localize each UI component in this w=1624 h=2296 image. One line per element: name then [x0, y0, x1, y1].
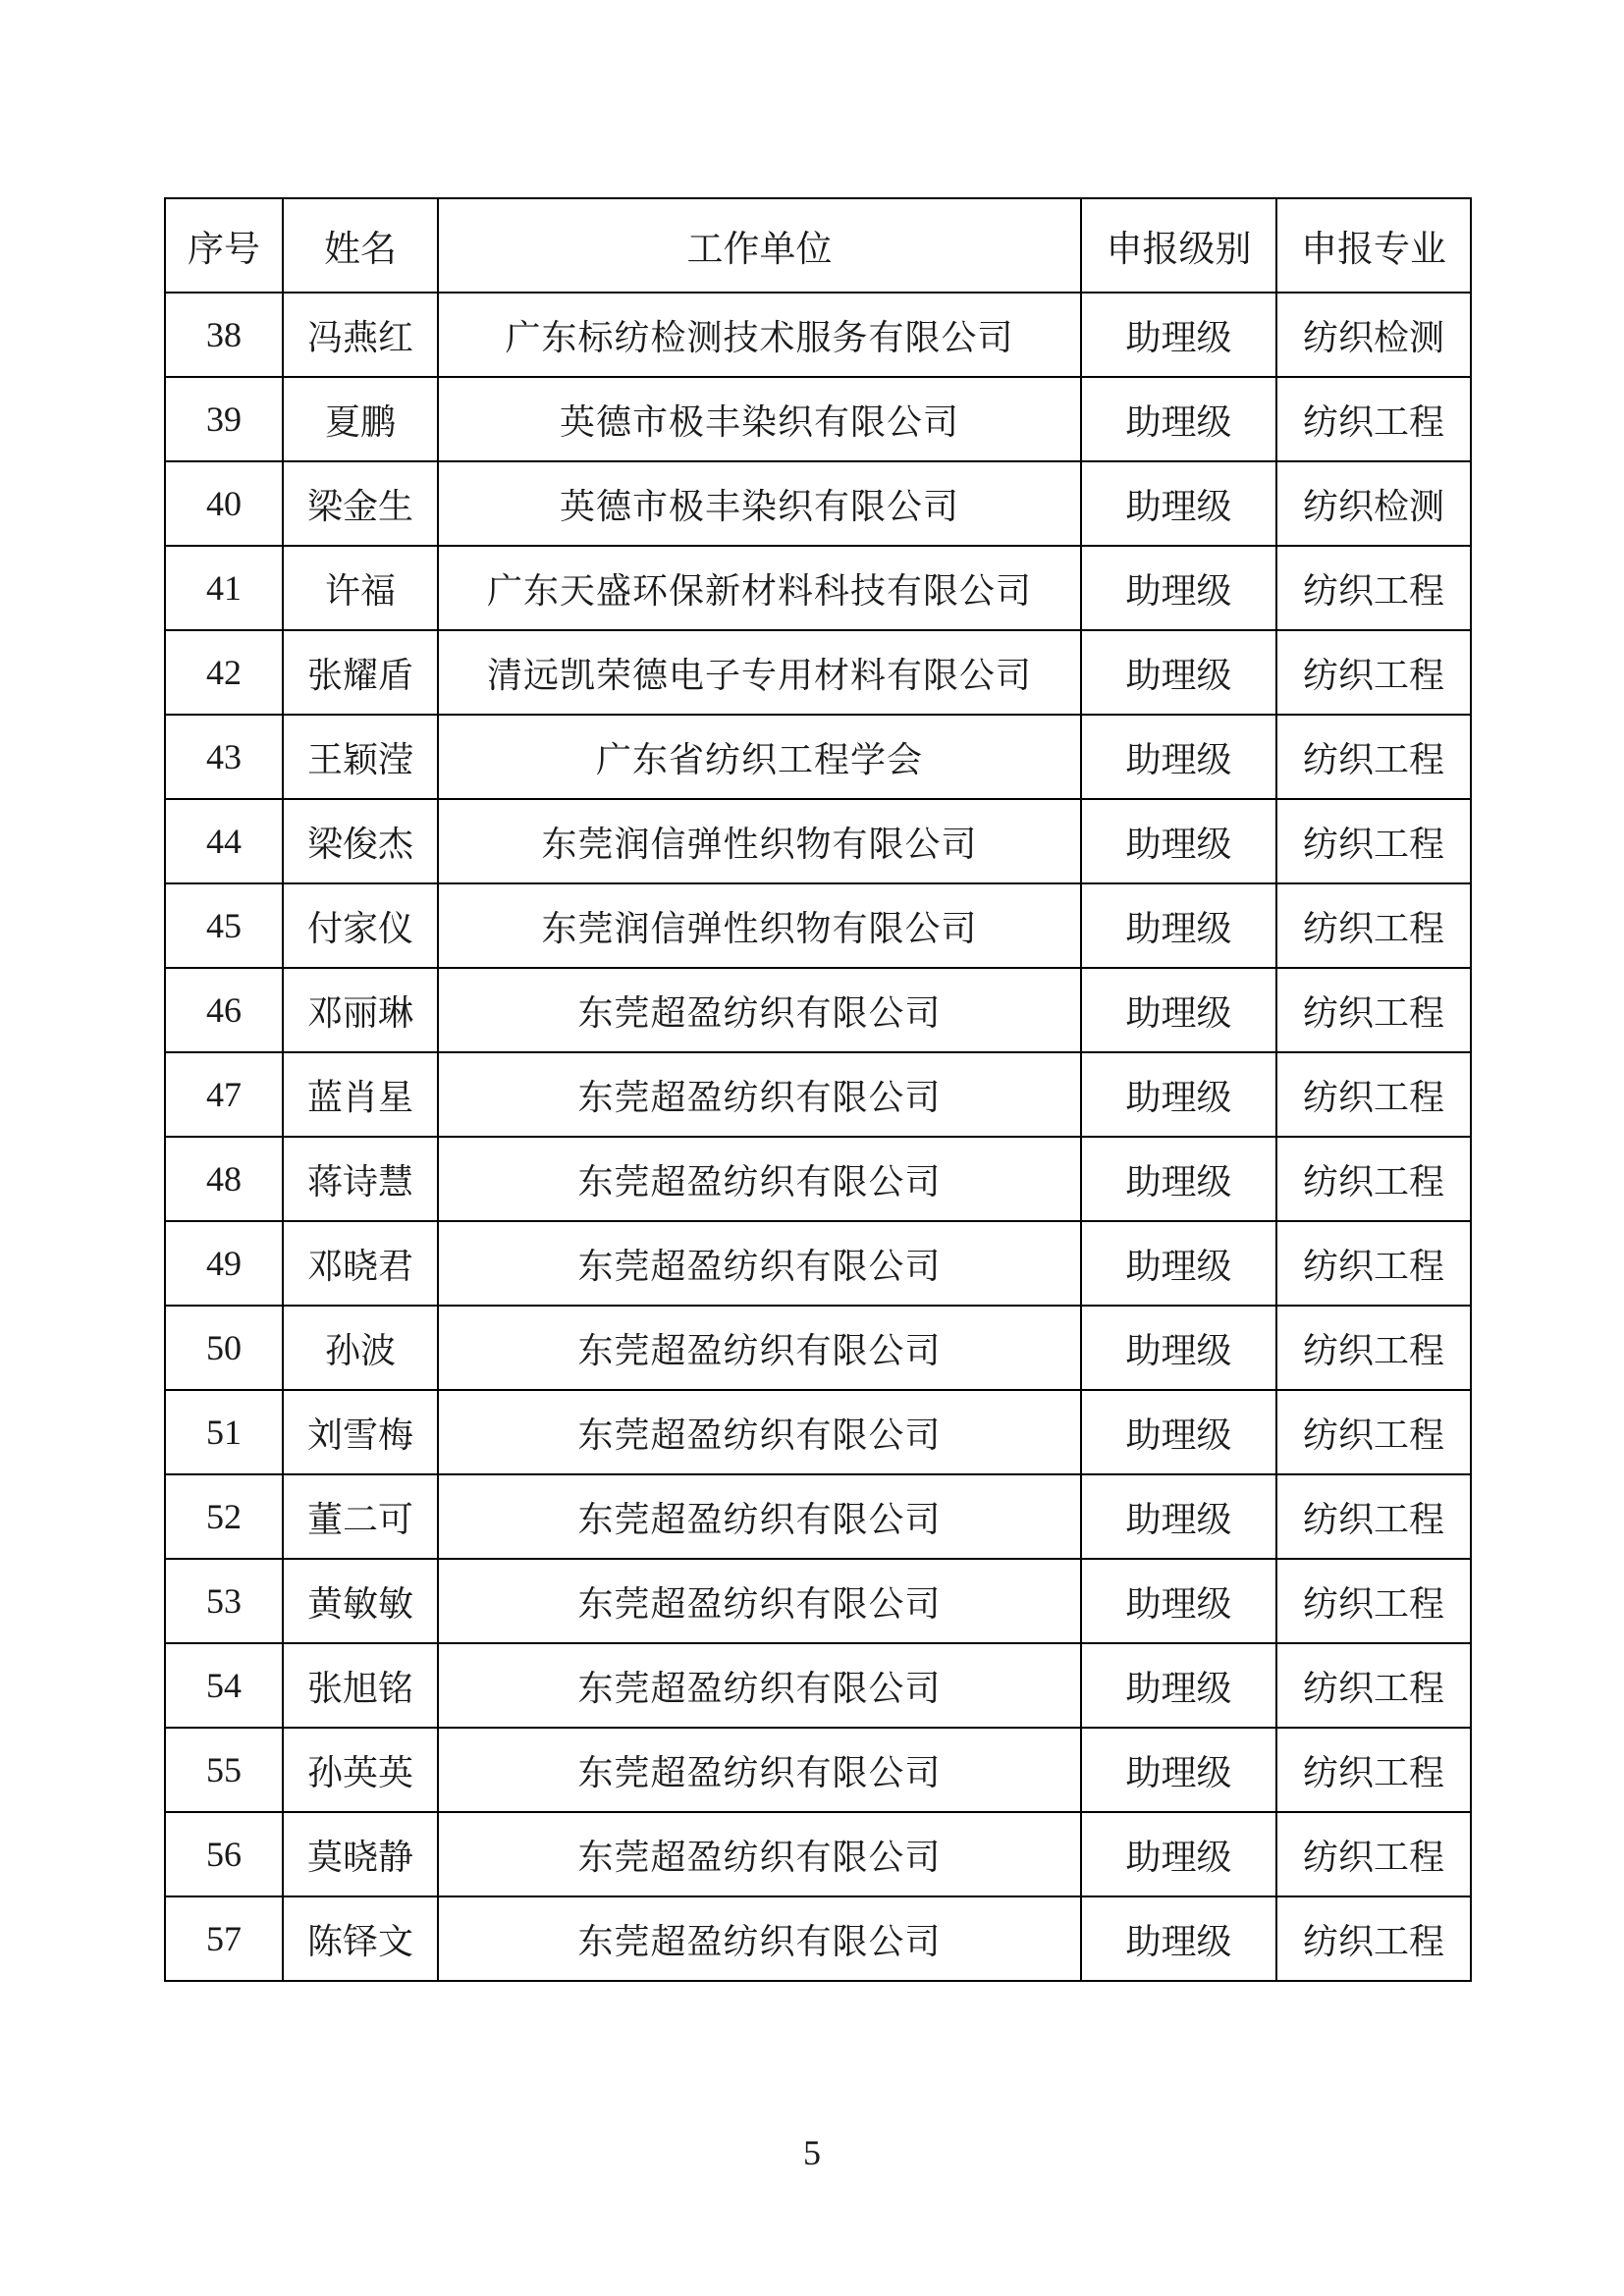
cell-level: 助理级: [1081, 1306, 1276, 1390]
cell-unit: 东莞超盈纺织有限公司: [438, 1052, 1081, 1137]
cell-major: 纺织工程: [1276, 1390, 1471, 1474]
cell-level: 助理级: [1081, 799, 1276, 883]
cell-major: 纺织工程: [1276, 1643, 1471, 1728]
cell-level: 助理级: [1081, 1221, 1276, 1306]
cell-seq: 51: [165, 1390, 283, 1474]
table-row: [165, 1559, 1471, 1643]
cell-unit: 广东标纺检测技术服务有限公司: [438, 293, 1081, 377]
cell-seq: 53: [165, 1559, 283, 1643]
cell-major: 纺织工程: [1276, 1728, 1471, 1812]
cell-unit: 东莞超盈纺织有限公司: [438, 1306, 1081, 1390]
table-row: [165, 1643, 1471, 1728]
cell-level: 助理级: [1081, 630, 1276, 715]
table-row: [165, 461, 1471, 546]
cell-level: 助理级: [1081, 1052, 1276, 1137]
page-number: 5: [803, 2133, 821, 2172]
cell-seq: 43: [165, 715, 283, 799]
cell-name: 张耀盾: [283, 630, 438, 715]
table-row: [165, 1474, 1471, 1559]
cell-major: 纺织工程: [1276, 883, 1471, 968]
cell-name: 许福: [283, 546, 438, 630]
cell-unit: 东莞超盈纺织有限公司: [438, 1559, 1081, 1643]
cell-unit: 清远凯荣德电子专用材料有限公司: [438, 630, 1081, 715]
cell-seq: 45: [165, 883, 283, 968]
cell-name: 王颖滢: [283, 715, 438, 799]
cell-unit: 东莞超盈纺织有限公司: [438, 1390, 1081, 1474]
cell-name: 董二可: [283, 1474, 438, 1559]
cell-major: 纺织工程: [1276, 968, 1471, 1052]
cell-level: 助理级: [1081, 1559, 1276, 1643]
table-body: [165, 293, 1471, 1981]
cell-major: 纺织工程: [1276, 1896, 1471, 1981]
cell-unit: 东莞超盈纺织有限公司: [438, 1812, 1081, 1896]
cell-seq: 49: [165, 1221, 283, 1306]
cell-unit: 东莞润信弹性织物有限公司: [438, 799, 1081, 883]
cell-level: 助理级: [1081, 883, 1276, 968]
cell-unit: 东莞超盈纺织有限公司: [438, 968, 1081, 1052]
cell-seq: 55: [165, 1728, 283, 1812]
applicant-table: [164, 197, 1472, 1982]
table-row: [165, 715, 1471, 799]
cell-name: 邓晓君: [283, 1221, 438, 1306]
table-row: [165, 968, 1471, 1052]
table-row: [165, 1390, 1471, 1474]
cell-name: 蓝肖星: [283, 1052, 438, 1137]
cell-major: 纺织工程: [1276, 799, 1471, 883]
cell-unit: 东莞超盈纺织有限公司: [438, 1896, 1081, 1981]
cell-name: 蒋诗慧: [283, 1137, 438, 1221]
cell-seq: 48: [165, 1137, 283, 1221]
cell-major: 纺织工程: [1276, 1221, 1471, 1306]
table-row: [165, 1137, 1471, 1221]
cell-level: 助理级: [1081, 293, 1276, 377]
cell-major: 纺织工程: [1276, 1474, 1471, 1559]
cell-level: 助理级: [1081, 715, 1276, 799]
cell-level: 助理级: [1081, 461, 1276, 546]
cell-major: 纺织工程: [1276, 1306, 1471, 1390]
cell-level: 助理级: [1081, 1728, 1276, 1812]
cell-seq: 50: [165, 1306, 283, 1390]
cell-name: 梁金生: [283, 461, 438, 546]
cell-seq: 42: [165, 630, 283, 715]
cell-unit: 东莞超盈纺织有限公司: [438, 1728, 1081, 1812]
cell-unit: 东莞超盈纺织有限公司: [438, 1137, 1081, 1221]
cell-seq: 46: [165, 968, 283, 1052]
cell-seq: 40: [165, 461, 283, 546]
cell-level: 助理级: [1081, 1812, 1276, 1896]
table-row: [165, 293, 1471, 377]
cell-unit: 东莞润信弹性织物有限公司: [438, 883, 1081, 968]
cell-unit: 英德市极丰染织有限公司: [438, 461, 1081, 546]
cell-seq: 52: [165, 1474, 283, 1559]
header-name: 姓名: [283, 198, 438, 293]
cell-major: 纺织工程: [1276, 1052, 1471, 1137]
cell-unit: 东莞超盈纺织有限公司: [438, 1643, 1081, 1728]
cell-major: 纺织工程: [1276, 1559, 1471, 1643]
cell-name: 冯燕红: [283, 293, 438, 377]
cell-name: 张旭铭: [283, 1643, 438, 1728]
cell-level: 助理级: [1081, 1137, 1276, 1221]
header-unit: 工作单位: [438, 198, 1081, 293]
cell-seq: 41: [165, 546, 283, 630]
cell-unit: 东莞超盈纺织有限公司: [438, 1474, 1081, 1559]
cell-name: 孙波: [283, 1306, 438, 1390]
header-major: 申报专业: [1276, 198, 1471, 293]
cell-seq: 54: [165, 1643, 283, 1728]
cell-major: 纺织工程: [1276, 377, 1471, 461]
cell-seq: 47: [165, 1052, 283, 1137]
cell-major: 纺织工程: [1276, 715, 1471, 799]
header-level: 申报级别: [1081, 198, 1276, 293]
table-row: [165, 546, 1471, 630]
table-row: [165, 1221, 1471, 1306]
cell-level: 助理级: [1081, 546, 1276, 630]
cell-seq: 38: [165, 293, 283, 377]
cell-name: 邓丽琳: [283, 968, 438, 1052]
header-row: [165, 198, 1471, 293]
table-row: [165, 630, 1471, 715]
cell-seq: 56: [165, 1812, 283, 1896]
table-row: [165, 1306, 1471, 1390]
cell-name: 黄敏敏: [283, 1559, 438, 1643]
cell-name: 梁俊杰: [283, 799, 438, 883]
cell-seq: 44: [165, 799, 283, 883]
cell-level: 助理级: [1081, 968, 1276, 1052]
cell-major: 纺织工程: [1276, 546, 1471, 630]
table-row: [165, 883, 1471, 968]
cell-major: 纺织检测: [1276, 293, 1471, 377]
cell-unit: 英德市极丰染织有限公司: [438, 377, 1081, 461]
table-row: [165, 799, 1471, 883]
cell-name: 付家仪: [283, 883, 438, 968]
cell-name: 陈铎文: [283, 1896, 438, 1981]
cell-level: 助理级: [1081, 1474, 1276, 1559]
cell-level: 助理级: [1081, 1390, 1276, 1474]
cell-name: 孙英英: [283, 1728, 438, 1812]
cell-level: 助理级: [1081, 1896, 1276, 1981]
table-row: [165, 377, 1471, 461]
table-row: [165, 1052, 1471, 1137]
cell-level: 助理级: [1081, 1643, 1276, 1728]
cell-level: 助理级: [1081, 377, 1276, 461]
table-header: [165, 198, 1471, 293]
cell-major: 纺织检测: [1276, 461, 1471, 546]
cell-major: 纺织工程: [1276, 1137, 1471, 1221]
cell-major: 纺织工程: [1276, 1812, 1471, 1896]
table-row: [165, 1896, 1471, 1981]
table-row: [165, 1812, 1471, 1896]
cell-name: 莫晓静: [283, 1812, 438, 1896]
table-row: [165, 1728, 1471, 1812]
cell-name: 刘雪梅: [283, 1390, 438, 1474]
cell-major: 纺织工程: [1276, 630, 1471, 715]
header-seq: 序号: [165, 198, 283, 293]
cell-seq: 39: [165, 377, 283, 461]
cell-unit: 广东天盛环保新材料科技有限公司: [438, 546, 1081, 630]
cell-unit: 东莞超盈纺织有限公司: [438, 1221, 1081, 1306]
cell-name: 夏鹏: [283, 377, 438, 461]
cell-unit: 广东省纺织工程学会: [438, 715, 1081, 799]
cell-seq: 57: [165, 1896, 283, 1981]
